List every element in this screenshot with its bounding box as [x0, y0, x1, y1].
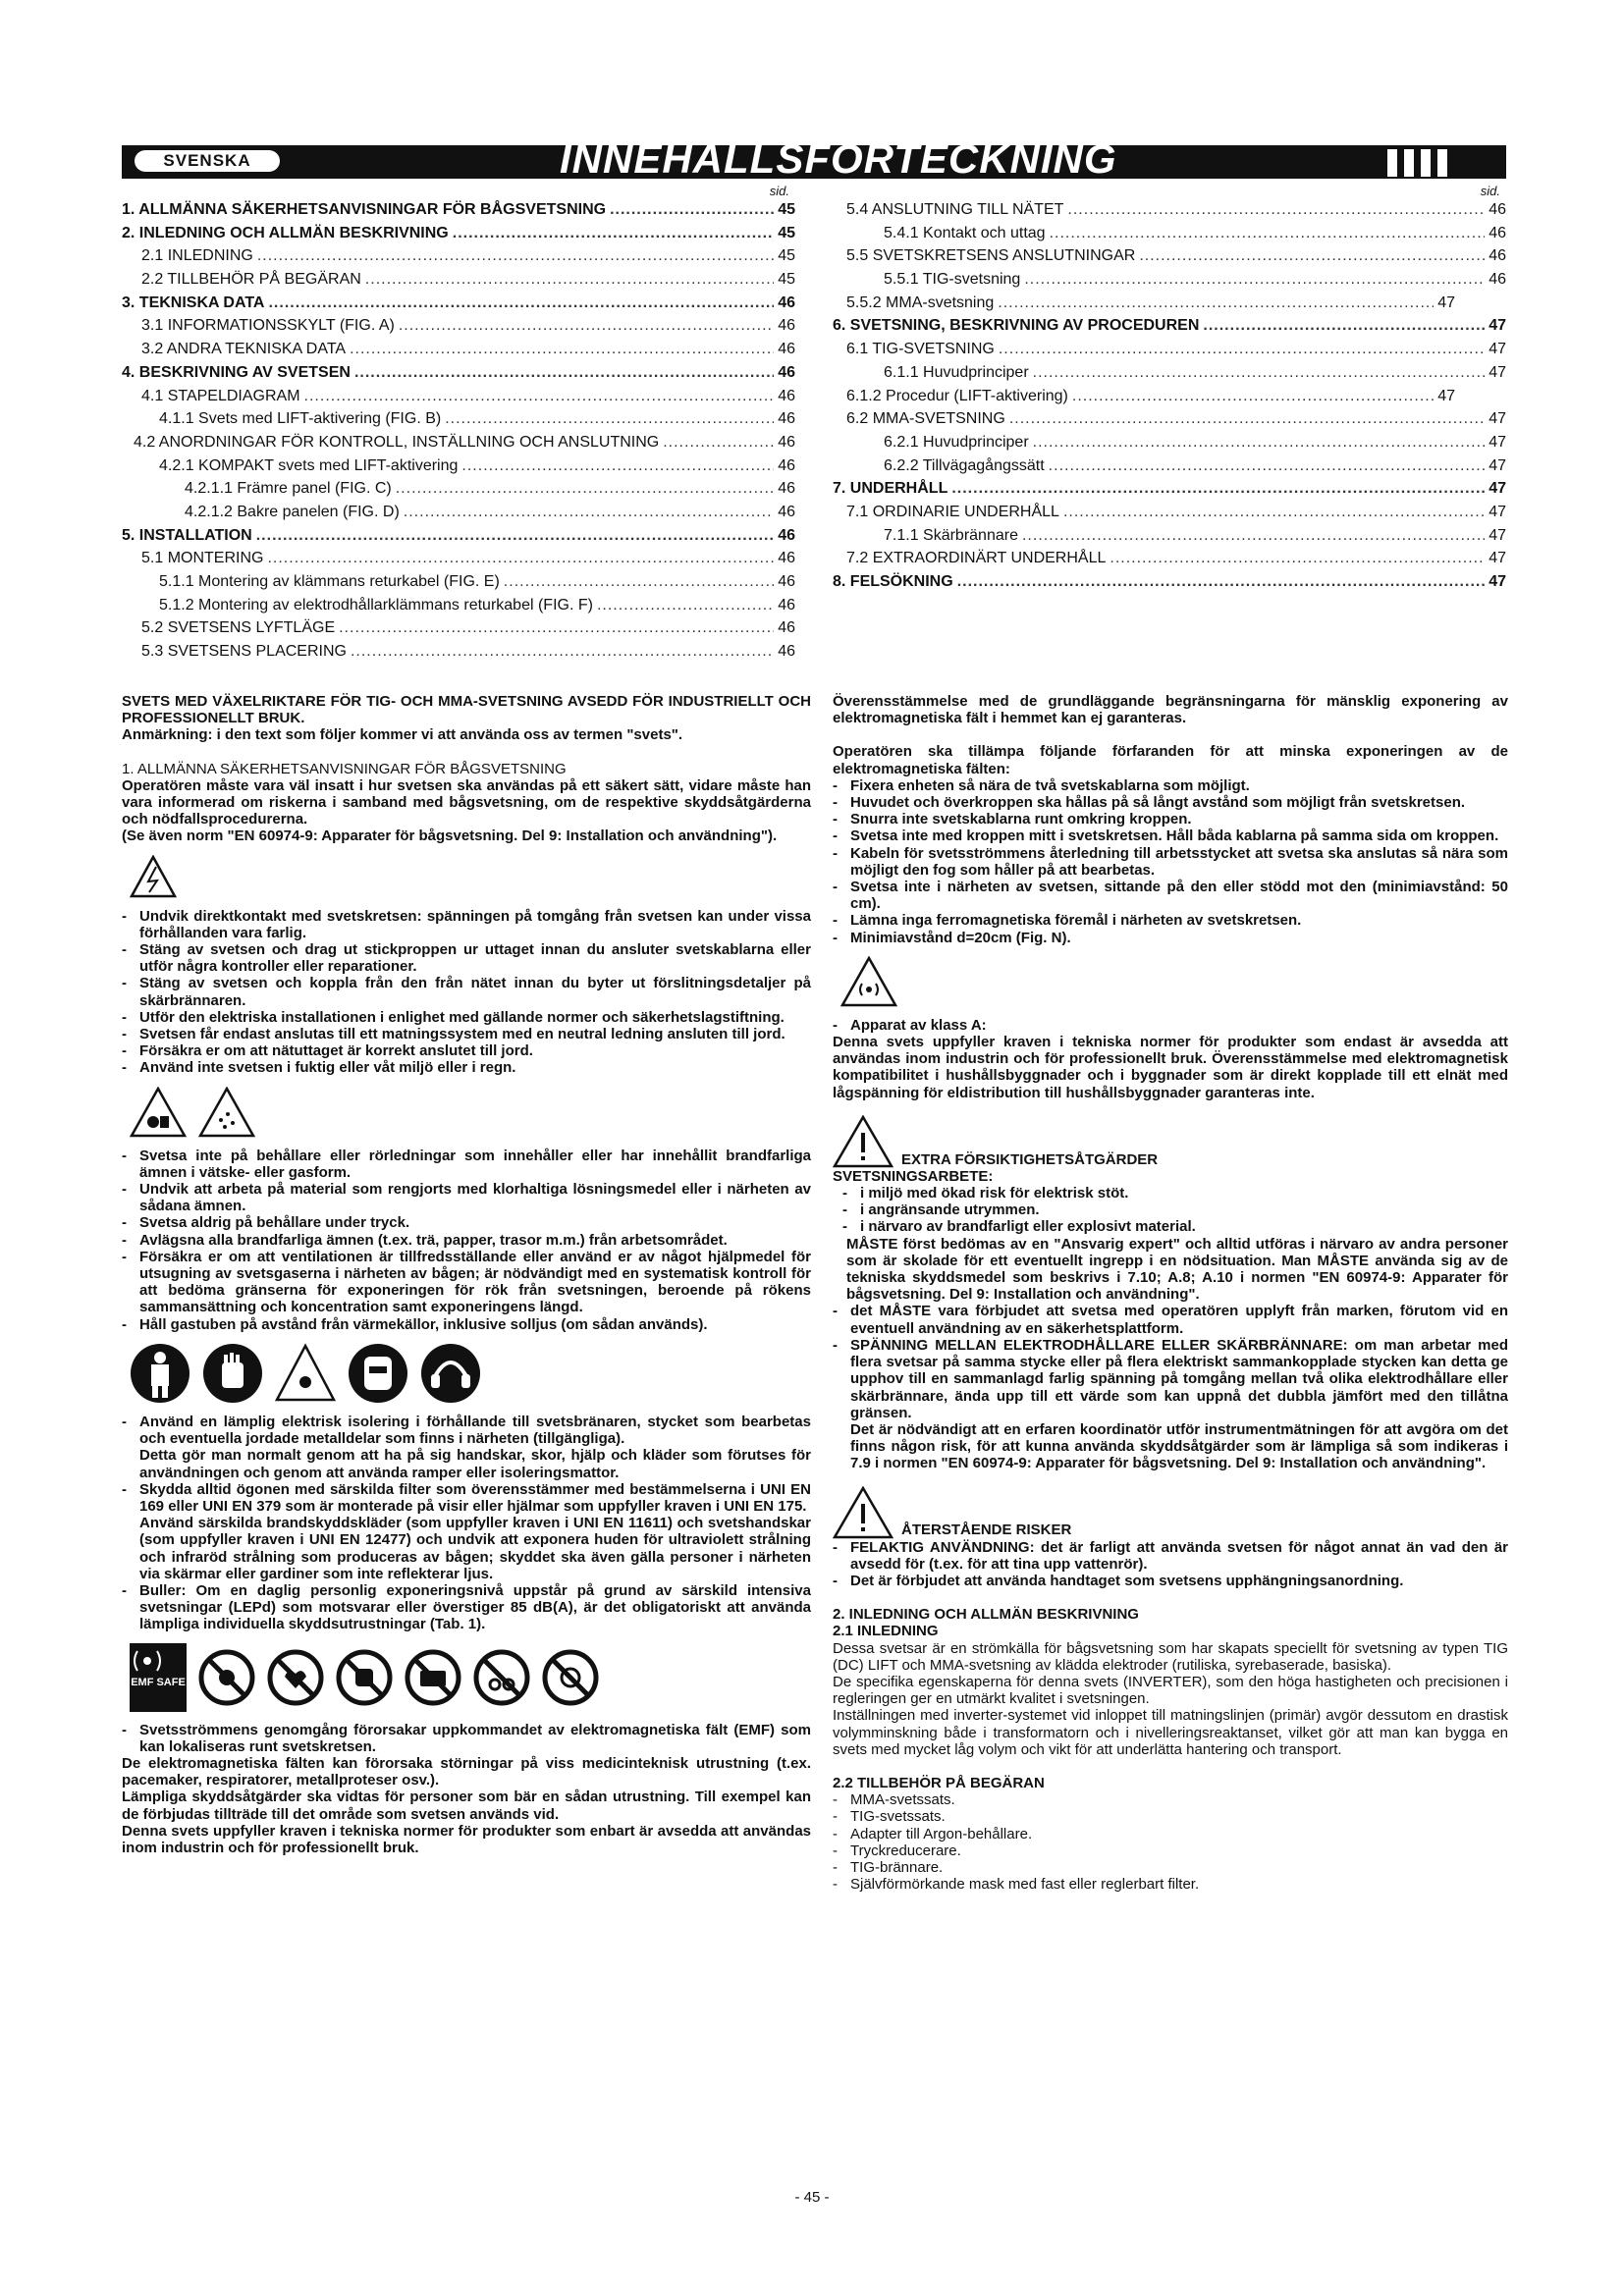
list-item: - Minimiavstånd d=20cm (Fig. N). — [833, 929, 1071, 946]
electric-hazard-icon-row — [130, 855, 811, 898]
toc-entry[interactable]: 2.2 TILLBEHÖR PÅ BEGÄRAN ..... 45 — [122, 268, 795, 292]
no-credit-cards-icon — [405, 1649, 461, 1706]
list-item: - Undvik direktkontakt med svetskretsen: spänningen på tomgång från svetsen kan under vissa förhållanden vara farlig. — [122, 907, 811, 941]
language-badge: SVENSKA — [135, 150, 280, 172]
list-item: - Svetsa inte på behållare eller rörledningar som innehåller eller har innehållit brandfarliga ämnen i vätske- eller gasform. — [122, 1147, 811, 1181]
list-item: - i miljö med ökad risk för elektrisk stöt. — [842, 1185, 1129, 1202]
list-item-continuation: Använd särskilda brandskyddskläder (som uppfyller kraven i UNI EN 11611) och svetshandskar (som uppfyller kraven i UNI EN 12477) och undvik att exponera huden för ultraviolett strålning och infraröd strålning som produceras av bågen; skyddet ska även gälla personer i närheten via skärmar eller gardiner som inte reflekterar ljus. — [139, 1515, 811, 1582]
section-1-title: 1. ALLMÄNNA SÄKERHETSANVISNINGAR FÖR BÅGSVETSNING — [122, 760, 567, 777]
list-item-continuation: Detta gör man normalt genom att ha på sig handskar, skor, hjälp och kläder som förutses för användningen och genom att använda ramper eller isoleringsmattor. — [139, 1447, 811, 1481]
page-number: - 45 - — [794, 2189, 830, 2206]
list-item: - Undvik att arbeta på material som rengjorts med klorhaltiga lösningsmedel eller i närheten av sådana ämnen. — [122, 1181, 811, 1215]
list-item: - Fixera enheten så nära de två svetskablarna som möjligt. — [833, 776, 1250, 794]
emf-procedure-intro: Operatören ska tillämpa följande förfaranden för att minska exponeringen av de elektromagnetiska fälten: — [833, 743, 1508, 777]
list-item: - i närvaro av brandfarligt eller explosivt material. — [842, 1218, 1196, 1236]
residual-risks-title: ÅTERSTÅENDE RISKER — [901, 1522, 1072, 1539]
list-item: - Stäng av svetsen och koppla från den från nätet innan du byter ut förslitningsdetaljer på skärbrännaren. — [122, 975, 811, 1009]
gloves-icon — [202, 1343, 263, 1404]
list-item: - Svetsa aldrig på behållare under tryck. — [122, 1214, 410, 1232]
list-item: - Tryckreducerare. — [833, 1842, 961, 1859]
list-item: - Snurra inte svetskablarna runt omkring kroppen. — [833, 811, 1192, 828]
emf-icon-row — [130, 1643, 811, 1712]
toc-entry[interactable]: 4.1 STAPELDIAGRAM ..... 46 — [122, 385, 795, 408]
list-item: - Svetsen får endast anslutas till ett matningssystem med en neutral ledning ansluten till jord. — [122, 1026, 785, 1043]
list-item: - Avlägsna alla brandfarliga ämnen (t.ex. trä, papper, trasor m.m.) från arbetsområdet. — [122, 1231, 728, 1249]
toc-entry[interactable]: 7.1 ORDINARIE UNDERHÅLL ..... 47 — [846, 501, 1506, 524]
toc-entry[interactable]: 7.1.1 Skärbrännare ..... 47 — [846, 524, 1506, 548]
toc-entry[interactable]: 5.1.2 Montering av elektrodhållarklämmans returkabel (FIG. F) ..... 46 — [122, 594, 795, 617]
list-item: - i angränsande utrymmen. — [842, 1201, 1040, 1219]
list-item: - Skydda alltid ögonen med särskilda filter som överensstämmer med bestämmelserna i UNI EN 169 eller UNI EN 379 som är monterade på visir eller hjälmar som uppfyller kraven i UNI EN 175. — [122, 1480, 811, 1515]
toc-entry[interactable]: 5.2 SVETSENS LYFTLÄGE ..... 46 — [122, 616, 795, 640]
section-2-2-title: 2.2 TILLBEHÖR PÅ BEGÄRAN — [833, 1774, 1045, 1791]
toc-entry[interactable]: 3. TEKNISKA DATA ..... 46 — [122, 292, 795, 315]
extra-precautions-subtitle: SVETSNINGSARBETE: — [833, 1167, 994, 1185]
list-item: - det MÅSTE vara förbjudet att svetsa med operatören upplyft från marken, förutom vid en eventuell användning av en säkerhetsplattform. — [833, 1303, 1508, 1337]
list-item: - Försäkra er om att nätuttaget är korrekt anslutet till jord. — [122, 1042, 533, 1060]
list-item: - Buller: Om en daglig personlig exponeringsnivå uppstår på grund av särskild intensiva svetsningar (LEPd) som motsvarar eller överstiger 85 dB(A), är det obligatoriskt att använda lämpliga individuella skyddsutrustningar (Tab. 1). — [122, 1581, 811, 1633]
toc-entry[interactable]: 1. ALLMÄNNA SÄKERHETSANVISNINGAR FÖR BÅGSVETSNING ..... 45 — [122, 198, 795, 222]
emf-paragraph: Lämpliga skyddsåtgärder ska vidtas för personer som bär en sådan utrustning. Till exempel kan de förbjudas tillträde till det område som svetsen används vid. — [122, 1789, 811, 1823]
caution-warning-icon — [833, 1486, 893, 1539]
emf-paragraph: De elektromagnetiska fälten kan förorsaka störningar på viss medicinteknisk utrustning (t.ex. pacemaker, respiratorer, metallproteser osv.). — [122, 1754, 811, 1789]
toc-entry[interactable]: 3.2 ANDRA TEKNISKA DATA ..... 46 — [122, 338, 795, 361]
list-item: - TIG-brännare. — [833, 1858, 944, 1876]
list-item: - Huvudet och överkroppen ska hållas på så långt avstånd som möjligt från svetskretsen. — [833, 794, 1466, 812]
toc-entry[interactable]: 6.1.2 Procedur (LIFT-aktivering) ..... 47 — [846, 385, 1455, 408]
list-item: - Apparat av klass A: — [833, 1016, 987, 1034]
emf-compliance-paragraph: Överensstämmelse med de grundläggande begränsningarna för mänsklig exponering av elektromagnetiska fält i hemmet kan ej garanteras. — [833, 693, 1508, 727]
extra-precautions-heading — [833, 1115, 1508, 1168]
toc-entry[interactable]: 4.2 ANORDNINGAR FÖR KONTROLL, INSTÄLLNING OCH ANSLUTNING ..... 46 — [122, 431, 795, 454]
section-1-paragraph: Operatören måste vara väl insatt i hur svetsen ska användas på ett säkert sätt, vidare måste han vara informerad om riskerna i samband med bågsvetsning, om de respektive skyddsåtgärderna och nödfallsprocedurerna. — [122, 776, 811, 828]
toc-entry[interactable]: 3.1 INFORMATIONSSKYLT (FIG. A) ..... 46 — [122, 314, 795, 338]
section-2-1-paragraph: De specifika egenskaperna för denna svets (INVERTER), som den höga hastigheten och precisionen i regleringen ger en utmärkt kvalitet i svetsningen. — [833, 1673, 1508, 1708]
extra-precautions-paragraph: Det är nödvändigt att en erfaren koordinatör utför instrumentmätningen för att avgöra om det finns någon risk, för att kunna använda skyddsåtgärder som är lämpliga så som indikeras i 7.9 i normen "EN 60974-9: Apparater för bågsvetsning. Del 9: Installation och användning". — [850, 1420, 1508, 1472]
toc-entry[interactable]: 5.4.1 Kontakt och uttag ..... 46 — [846, 222, 1506, 245]
emf-safe-label: EMF SAFE — [131, 1676, 186, 1688]
radiation-icon — [130, 1647, 165, 1675]
residual-risks-heading — [833, 1486, 1508, 1539]
eye-hazard-warning-icon — [275, 1343, 336, 1404]
toc-entry[interactable]: 5.1.1 Montering av klämmans returkabel (FIG. E) ..... 46 — [122, 570, 795, 594]
protective-clothing-icon — [130, 1343, 190, 1404]
no-metal-tools-icon — [473, 1649, 530, 1706]
toc-entry[interactable]: 2. INLEDNING OCH ALLMÄN BESKRIVNING ..... 45 — [122, 222, 795, 245]
toc-entry[interactable]: 5. INSTALLATION ..... 46 — [122, 524, 795, 548]
list-item: - Kabeln för svetsströmmens återledning till arbetsstycket att svetsa ska anslutas så nära som möjligt den fog som håller på att bearbetas. — [833, 844, 1508, 879]
list-item: - Utför den elektriska installationen i enlighet med gällande normer och säkerhetslagstiftning. — [122, 1008, 785, 1026]
intro-title: SVETS MED VÄXELRIKTARE FÖR TIG- OCH MMA-SVETSNING AVSEDD FÖR INDUSTRIELLT OCH PROFESSIONELLT BRUK. — [122, 693, 811, 727]
welding-mask-icon — [348, 1343, 408, 1404]
toc-entry[interactable]: 5.5 SVETSKRETSENS ANSLUTNINGAR ..... 46 — [846, 244, 1506, 268]
toc-entry[interactable]: 6.2.2 Tillvägagångssätt ..... 47 — [846, 454, 1506, 478]
no-watch-icon — [542, 1649, 599, 1706]
ear-protection-icon — [420, 1343, 481, 1404]
toc-entry[interactable]: 4.2.1.2 Bakre panelen (FIG. D) ..... 46 — [122, 501, 795, 524]
toc-entry[interactable]: 6.2.1 Huvudprinciper ..... 47 — [846, 431, 1506, 454]
section-2-1-paragraph: Inställningen med inverter-systemet vid inloppet till matningslinjen (primär) avgör dessutom en drastisk volymminskning både i transformatorn och i nivelleringsreaktanset, vilket gör att man kan bygga en svets med mycket låg volym och vikt för att underlätta hantering och transport. — [833, 1707, 1508, 1758]
header-bars-decoration — [1387, 149, 1454, 182]
toc-entry[interactable]: 5.5.2 MMA-svetsning ..... 47 — [846, 292, 1455, 315]
no-pacemaker-icon — [267, 1649, 324, 1706]
list-item: - Lämna inga ferromagnetiska föremål i närheten av svetskretsen. — [833, 912, 1302, 930]
no-hearing-aid-icon — [336, 1649, 393, 1706]
list-item: - Svetsa inte med kroppen mitt i svetskretsen. Håll båda kablarna på samma sida om kroppen. — [833, 828, 1499, 845]
caution-warning-icon — [833, 1115, 893, 1168]
list-item: - Håll gastuben på avstånd från värmekällor, inklusive solljus (om sådan används). — [122, 1315, 708, 1333]
toc-entry[interactable]: 6. SVETSNING, BESKRIVNING AV PROCEDUREN ..... 47 — [833, 314, 1506, 338]
toc-entry[interactable]: 5.4 ANSLUTNING TILL NÄTET ..... 46 — [846, 198, 1506, 222]
list-item: - MMA-svetssats. — [833, 1791, 955, 1809]
toc-right — [833, 184, 1506, 594]
list-item: - Svetsströmmens genomgång förorsakar uppkommandet av elektromagnetiska fält (EMF) som kan lokaliseras runt svetskretsen. — [122, 1721, 811, 1755]
list-item: - Använd inte svetsen i fuktig eller våt miljö eller i regn. — [122, 1059, 516, 1077]
toc-entry[interactable]: 7.2 EXTRAORDINÄRT UNDERHÅLL ..... 47 — [846, 547, 1506, 570]
extra-precautions-title: EXTRA FÖRSIKTIGHETSÅTGÄRDER — [901, 1150, 1159, 1168]
fire-hazard-icon-row — [130, 1087, 811, 1138]
no-metal-implants-icon — [198, 1649, 255, 1706]
toc-entry[interactable]: 5.1 MONTERING ..... 46 — [122, 547, 795, 570]
emf-paragraph: Denna svets uppfyller kraven i tekniska normer för produkter som enbart är avsedda att användas inom industrin och för professionellt bruk. — [122, 1822, 811, 1856]
list-item: - Stäng av svetsen och drag ut stickproppen ur uttaget innan du ansluter svetskablarna eller utför några kontroller eller reparationer. — [122, 941, 811, 976]
section-2-title: 2. INLEDNING OCH ALLMÄN BESKRIVNING — [833, 1606, 1139, 1624]
toc-entry[interactable]: 4.2.1.1 Främre panel (FIG. C) ..... 46 — [122, 477, 795, 501]
toc-left — [122, 185, 795, 664]
ppe-icon-row — [130, 1343, 811, 1404]
extra-precautions-paragraph: MÅSTE först bedömas av en "Ansvarig expert" och alltid utföras i närvaro av andra personer som är skolade för ett eventuellt ingrepp i en nödsituation. Man MÅSTE använda sig av de tekniska skyddsmedel som beskrivs i 7.10; A.8; A.10 i normen "EN 60974-9: Apparater för bågsvetsning. Del 9: Installation och användning". — [846, 1235, 1508, 1304]
section-2-1-title: 2.1 INLEDNING — [833, 1623, 939, 1640]
list-item: - FELAKTIG ANVÄNDNING: det är farligt att använda svetsen för något annat än vad den är avsedd för (t.ex. för att tina upp vattenrör). — [833, 1538, 1508, 1573]
toc-entry[interactable]: 4.1.1 Svets med LIFT-aktivering (FIG. B) ..... 46 — [122, 407, 795, 431]
body-left-column — [122, 693, 811, 1856]
list-item: - Använd en lämplig elektrisk isolering i förhållande till svetsbränaren, stycket som bearbetas och eventuella jordade metalldelar som finns i närheten (tillgängliga). — [122, 1413, 811, 1448]
toc-entry[interactable]: 7. UNDERHÅLL ..... 47 — [833, 477, 1506, 501]
toc-entry[interactable]: 8. FELSÖKNING ..... 47 — [833, 570, 1506, 594]
list-item: - SPÄNNING MELLAN ELEKTRODHÅLLARE ELLER SKÄRBRÄNNARE: om man arbetar med flera svetsar på samma stycke eller på flera elektriskt sammankopplade stycken kan detta ge upphov till en sammanlagd farlig spänning på tomgång mellan två olika elektrodhållare eller skärbrännare, ända upp till ett värde som kan uppnå det dubbla jämfört med den tillåtna gränsen. — [833, 1336, 1508, 1421]
list-item: - Försäkra er om att ventilationen är tillfredsställande eller använd er av något hjälpmedel för utsugning av svetsgaserna i närheten av bågen; är nödvändigt med en systematisk kontroll för att bedöma gränserna för exponeringen för rök från svetsningen, beroende på rökens sammansättning och koncentration samt exponeringens längd. — [122, 1248, 811, 1316]
class-a-paragraph: Denna svets uppfyller kraven i tekniska normer för produkter som endast är avsedda att användas inom industrin och för professionellt bruk. Överensstämmelse med elektromagnetisk kompatibilitet i hushållsbyggnader och i byggnader som är direkt kopplade till ett elnät med lågspänning för eldistribution till hushållsbyggnader garanteras inte. — [833, 1034, 1508, 1101]
toc-entry[interactable]: 2.1 INLEDNING ..... 45 — [122, 244, 795, 268]
list-item: - Adapter till Argon-behållare. — [833, 1825, 1033, 1842]
list-item: - Svetsa inte i närheten av svetsen, sittande på den eller stödd mot den (minimiavstånd: 50 cm). — [833, 879, 1508, 913]
page-title: INNEHÅLLSFÖRTECKNING — [560, 135, 1117, 182]
class-a-icon-row — [840, 956, 1508, 1007]
section-1-norm-ref: (Se även norm "EN 60974-9: Apparater för bågsvetsning. Del 9: Installation och användning"). — [122, 828, 778, 845]
fire-explosion-warning-icon — [130, 1087, 187, 1138]
toc-entry[interactable]: 4.2.1 KOMPAKT svets med LIFT-aktivering ..... 46 — [122, 454, 795, 478]
toc-entry[interactable]: 6.1 TIG-SVETSNING ..... 47 — [846, 338, 1506, 361]
toc-entry[interactable]: 4. BESKRIVNING AV SVETSEN ..... 46 — [122, 361, 795, 385]
toc-entry[interactable]: 5.5.1 TIG-svetsning ..... 46 — [846, 268, 1506, 292]
toc-sid-label: sid. — [1480, 184, 1500, 198]
toc-entry[interactable]: 6.2 MMA-SVETSNING ..... 47 — [846, 407, 1506, 431]
list-item: - Det är förbjudet att använda handtaget som svetsens upphängningsanordning. — [833, 1572, 1404, 1589]
list-item: - TIG-svetssats. — [833, 1808, 946, 1826]
body-right-column — [833, 693, 1508, 1893]
list-item: - Självförmörkande mask med fast eller reglerbart filter. — [833, 1876, 1200, 1894]
emf-safe-badge — [130, 1643, 187, 1712]
toc-entry[interactable]: 5.3 SVETSENS PLACERING ..... 46 — [122, 640, 795, 664]
toc-sid-label: sid. — [769, 184, 789, 198]
intro-note: Anmärkning: i den text som följer kommer vi att använda oss av termen "svets". — [122, 726, 683, 744]
non-ionizing-radiation-warning-icon — [840, 956, 897, 1007]
electric-shock-warning-icon — [130, 855, 177, 898]
flammable-warning-icon — [198, 1087, 255, 1138]
toc-entry[interactable]: 6.1.1 Huvudprinciper ..... 47 — [846, 361, 1506, 385]
section-2-1-paragraph: Dessa svetsar är en strömkälla för bågsvetsning som har skapats speciellt för svetsning av typen TIG (DC) LIFT och MMA-svetsning av klädda elektroder (rutiliska, syrebaserade, basiska). — [833, 1639, 1508, 1674]
